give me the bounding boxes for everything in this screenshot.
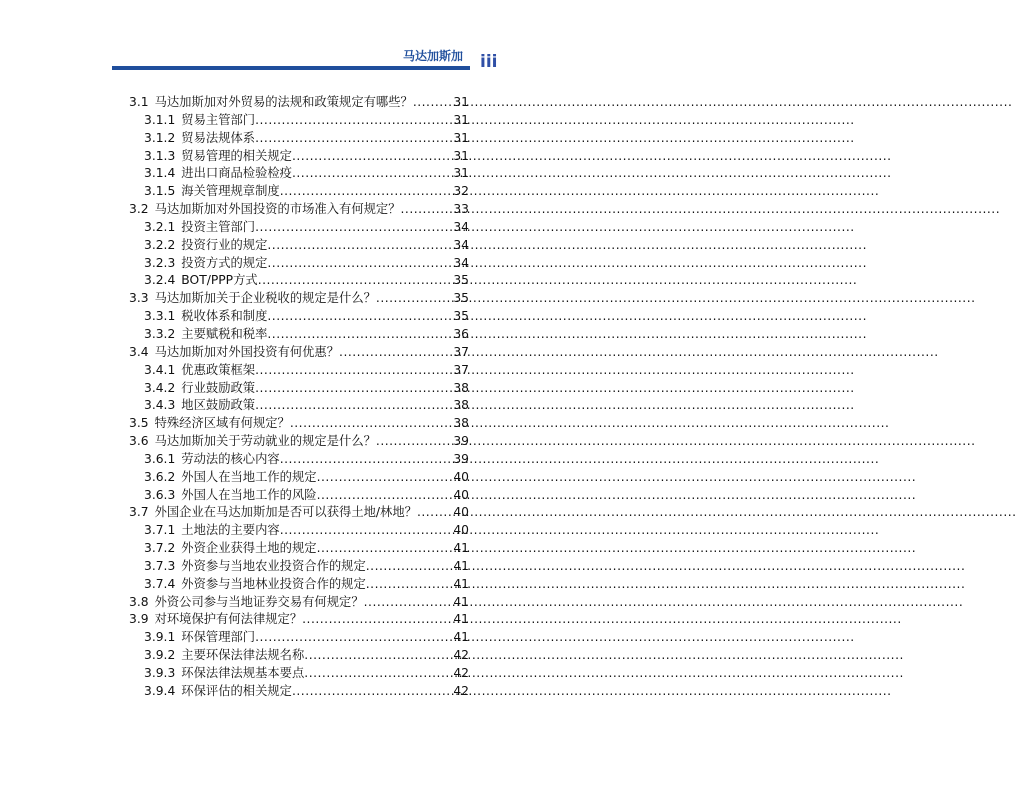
toc-entry-title: 环保评估的相关规定 [181, 683, 292, 698]
toc-dot-leader [255, 380, 452, 398]
toc-entry[interactable] [129, 237, 469, 255]
toc-entry[interactable] [129, 469, 469, 487]
toc-entry-title: 贸易管理的相关规定 [181, 148, 292, 163]
toc-entry-page: 42 [453, 683, 469, 698]
toc-entry-title: 马达加斯加对外国投资的市场准入有何规定？ [154, 202, 401, 217]
toc-entry-title: 贸易主管部门 [181, 112, 256, 127]
toc-entry[interactable] [129, 94, 469, 112]
toc-entry-page: 42 [453, 648, 469, 663]
toc-entry[interactable] [129, 326, 469, 344]
toc-entry-page: 34 [453, 255, 469, 270]
toc-entry-title: 税收体系和制度 [181, 309, 268, 324]
toc-dot-leader [255, 130, 452, 148]
toc-dot-leader [258, 272, 453, 290]
toc-entry[interactable] [129, 504, 469, 522]
toc-entry-number: 3.6 [129, 434, 149, 449]
toc-entry-title: 进出口商品检验检疫 [181, 166, 292, 181]
toc-entry[interactable] [129, 255, 469, 273]
toc-entry[interactable] [129, 290, 469, 308]
toc-entry-number: 3.1.1 [144, 112, 176, 127]
page-number: iii [480, 52, 498, 72]
toc-entry-title: 特殊经济区域有何规定？ [154, 416, 290, 431]
toc-dot-leader [304, 665, 452, 683]
toc-entry-number: 3.9.2 [144, 648, 176, 663]
toc-entry-page: 41 [453, 541, 469, 556]
toc-entry-title: 外国人在当地工作的风险 [181, 487, 317, 502]
toc-entry-title: 海关管理规章制度 [181, 184, 280, 199]
toc-entry[interactable] [129, 683, 469, 701]
toc-entry-title: 环保管理部门 [181, 630, 256, 645]
toc-dot-leader [317, 487, 453, 505]
toc-entry-page: 41 [453, 630, 469, 645]
toc-entry-page: 34 [453, 237, 469, 252]
toc-entry-page: 41 [453, 612, 469, 627]
toc-entry[interactable] [129, 165, 469, 183]
toc-entry-number: 3.4.1 [144, 362, 176, 377]
toc-entry-number: 3.7 [129, 505, 149, 520]
toc-entry[interactable] [129, 540, 469, 558]
toc-dot-leader [413, 94, 453, 112]
toc-entry-page: 31 [453, 95, 469, 109]
toc-entry[interactable] [129, 344, 469, 362]
toc-entry-page: 35 [453, 291, 469, 306]
toc-entry-page: 38 [453, 416, 469, 431]
toc-entry-page: 38 [453, 380, 469, 395]
toc-entry[interactable] [129, 148, 469, 166]
toc-dot-leader [292, 165, 452, 183]
toc-dot-leader [401, 201, 453, 219]
toc-dot-leader [292, 683, 452, 701]
toc-entry[interactable] [129, 201, 469, 219]
toc-entry-title: 环保法律法规基本要点 [181, 666, 305, 680]
toc-entry-title: 外国企业在马达加斯加是否可以获得土地/林地？ [154, 505, 417, 520]
toc-entry-number: 3.1.5 [144, 184, 176, 199]
toc-entry-title: 投资方式的规定 [181, 255, 268, 270]
toc-entry-title: 马达加斯加对外国投资有何优惠？ [154, 344, 340, 359]
toc-entry-title: 投资行业的规定 [181, 237, 268, 252]
toc-entry-title: 投资主管部门 [181, 219, 256, 234]
toc-dot-leader [280, 183, 453, 201]
toc-entry-title: 外资参与当地农业投资合作的规定 [181, 558, 366, 573]
toc-entry-title: 马达加斯加对外贸易的法规和政策规定有哪些？ [154, 95, 413, 109]
toc-entry-number: 3.2.1 [144, 219, 176, 234]
toc-entry-number: 3.3.2 [144, 326, 176, 341]
toc-dot-leader [366, 558, 453, 576]
toc-dot-leader [417, 504, 452, 522]
toc-entry-page: 31 [453, 130, 469, 145]
toc-entry-number: 3.9 [129, 612, 149, 627]
toc-dot-leader [255, 362, 452, 380]
toc-entry-page: 41 [453, 558, 469, 573]
toc-entry-number: 3.7.3 [144, 558, 176, 573]
toc-entry-page: 32 [453, 184, 469, 199]
toc-dot-leader [292, 148, 452, 166]
toc-entry-number: 3.8 [129, 594, 149, 609]
toc-entry-title: 马达加斯加关于企业税收的规定是什么？ [154, 291, 376, 306]
toc-entry-page: 40 [453, 523, 469, 538]
toc-entry-number: 3.1 [129, 95, 149, 109]
toc-dot-leader [317, 469, 453, 487]
toc-entry-page: 39 [453, 434, 469, 449]
toc-entry-page: 41 [453, 594, 469, 609]
toc-dot-leader [267, 255, 452, 273]
toc-entry-title: 贸易法规体系 [181, 130, 256, 145]
toc-entry-number: 3.1.4 [144, 166, 176, 181]
toc-entry-title: 土地法的主要内容 [181, 523, 280, 538]
toc-dot-leader [267, 326, 452, 344]
toc-entry-number: 3.7.1 [144, 523, 176, 538]
toc-entry-number: 3.6.3 [144, 487, 176, 502]
toc-dot-leader [364, 594, 453, 612]
toc-entry[interactable] [129, 308, 469, 326]
toc-entry-title: 外资公司参与当地证券交易有何规定？ [154, 594, 364, 609]
toc-entry-title: 行业鼓励政策 [181, 380, 256, 395]
toc-dot-leader [267, 308, 452, 326]
toc-entry[interactable] [129, 576, 469, 594]
toc-entry-number: 3.9.4 [144, 683, 176, 698]
toc-entry[interactable] [129, 487, 469, 505]
toc-entry-number: 3.4.2 [144, 380, 176, 395]
toc-entry-number: 3.5 [129, 416, 149, 431]
toc-entry-title: 优惠政策框架 [181, 362, 256, 377]
toc-entry-title: 外国人在当地工作的规定 [181, 469, 317, 484]
toc-entry-page: 33 [453, 202, 469, 217]
toc-entry-number: 3.3 [129, 291, 149, 306]
toc-entry-page: 31 [453, 166, 469, 181]
toc-entry[interactable] [129, 451, 469, 469]
toc-entry[interactable] [129, 112, 469, 130]
toc-dot-leader [376, 290, 452, 308]
toc-entry[interactable] [129, 415, 469, 433]
toc-entry[interactable] [129, 272, 469, 290]
toc-dot-leader [302, 611, 452, 629]
toc-dot-leader [255, 629, 452, 647]
toc-entry[interactable] [129, 183, 469, 201]
toc-entry[interactable] [129, 522, 469, 540]
toc-entry[interactable] [129, 647, 469, 665]
toc-entry-number: 3.6.2 [144, 469, 176, 484]
toc-entry-number: 3.2.3 [144, 255, 176, 270]
toc-dot-leader [255, 112, 452, 130]
toc-entry-number: 3.1.3 [144, 148, 176, 163]
toc-entry-number: 3.6.1 [144, 451, 176, 466]
table-of-contents [129, 94, 469, 701]
toc-entry-title: 主要环保法律法规名称 [181, 648, 305, 663]
toc-entry-page: 42 [453, 666, 469, 680]
toc-entry-page: 35 [453, 273, 469, 288]
toc-entry-number: 3.3.1 [144, 309, 176, 324]
toc-dot-leader [290, 415, 453, 433]
toc-dot-leader [317, 540, 453, 558]
toc-entry-title: 外资参与当地林业投资合作的规定 [181, 576, 366, 591]
toc-dot-leader [255, 219, 452, 237]
toc-entry-number: 3.9.3 [144, 666, 176, 680]
toc-dot-leader [304, 647, 452, 665]
toc-entry-title: 对环境保护有何法律规定？ [154, 612, 303, 627]
toc-entry-number: 3.2.4 [144, 273, 176, 288]
toc-entry-page: 34 [453, 219, 469, 234]
toc-entry-title: 劳动法的核心内容 [181, 451, 280, 466]
toc-entry[interactable] [129, 130, 469, 148]
toc-entry-title: 马达加斯加关于劳动就业的规定是什么？ [154, 434, 376, 449]
toc-entry-page: 36 [453, 326, 469, 341]
toc-entry-number: 3.2.2 [144, 237, 176, 252]
toc-entry[interactable] [129, 594, 469, 612]
toc-entry-number: 3.4 [129, 344, 149, 359]
toc-entry-page: 37 [453, 362, 469, 377]
toc-entry-title: BOT/PPP方式 [181, 273, 258, 288]
toc-entry-page: 31 [453, 148, 469, 163]
toc-dot-leader [376, 433, 452, 451]
toc-entry[interactable] [129, 362, 469, 380]
toc-entry-page: 38 [453, 398, 469, 413]
toc-entry-page: 39 [453, 451, 469, 466]
toc-entry-number: 3.4.3 [144, 398, 176, 413]
header-rule [112, 66, 470, 70]
toc-entry-title: 外资企业获得土地的规定 [181, 541, 317, 556]
toc-entry[interactable] [129, 558, 469, 576]
toc-dot-leader [339, 344, 452, 362]
toc-entry-number: 3.1.2 [144, 130, 176, 145]
toc-dot-leader [280, 451, 453, 469]
toc-entry-page: 35 [453, 309, 469, 324]
toc-entry[interactable] [129, 397, 469, 415]
toc-dot-leader [255, 397, 452, 415]
toc-entry-page: 41 [453, 576, 469, 591]
toc-dot-leader [366, 576, 453, 594]
toc-entry[interactable] [129, 665, 469, 683]
toc-entry-page: 40 [453, 487, 469, 502]
toc-entry-page: 31 [453, 112, 469, 127]
toc-entry-page: 37 [453, 344, 469, 359]
toc-dot-leader [267, 237, 452, 255]
header-country-title: 马达加斯加 [402, 49, 463, 63]
toc-entry-title: 主要赋税和税率 [181, 326, 268, 341]
toc-entry[interactable] [129, 380, 469, 398]
toc-dot-leader [280, 522, 453, 540]
toc-entry-title: 地区鼓励政策 [181, 398, 256, 413]
toc-entry-page: 40 [453, 505, 469, 520]
toc-entry[interactable] [129, 433, 469, 451]
toc-entry-number: 3.7.2 [144, 541, 176, 556]
toc-entry-number: 3.7.4 [144, 576, 176, 591]
toc-entry[interactable] [129, 219, 469, 237]
toc-entry[interactable] [129, 611, 469, 629]
toc-entry-number: 3.9.1 [144, 630, 176, 645]
toc-entry-number: 3.2 [129, 202, 149, 217]
toc-entry[interactable] [129, 629, 469, 647]
toc-entry-page: 40 [453, 469, 469, 484]
